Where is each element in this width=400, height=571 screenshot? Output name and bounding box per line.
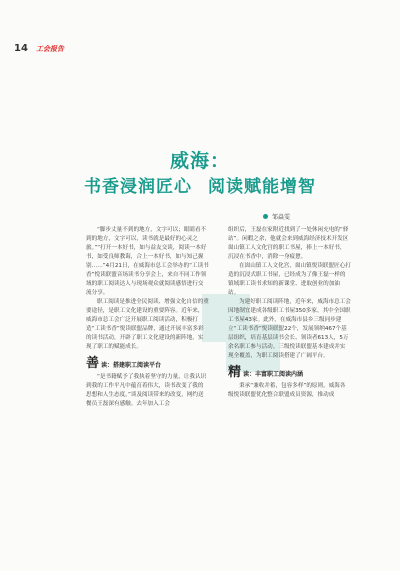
author-name: 邹焱雯	[272, 214, 291, 221]
body-paragraph: 组织后，王磊在家附近找到了一处休闲充电的“驿站”。闲暇之余，他就会来到威海经济技术开发区崮山镇工人文化宫的职工书屋，捧上一本好书，沉浸在书香中，消除一身疲惫。	[228, 227, 349, 260]
running-head: 工会报告	[36, 45, 64, 53]
body-paragraph: 为建好职工阅读阵地，近年来，威海市总工会因地制宜建成各级职工书屋350多家，其中全国职工书屋43家。此外，在威海市县乡三级同步建立“工读书香”悦读联盟22个，发展领纳467个基层组织，培育基层读书会长、领读者613人，5万余名职工参与活动。三级悦读联盟基本建成并实现全覆盖，为职工阅读搭建了广阔平台。	[228, 299, 351, 359]
article-title-line2	[0, 172, 400, 197]
section-heading-1	[86, 356, 209, 371]
body-paragraph: 职工阅读是推进全民阅读、增强文化自信的重要途径，是职工文化建设的重要阵容。近年来，威海市总工会广泛开展职工阅读活动，积极打造“工读书香”悦读联盟品牌，通过开展丰富多彩的读书活动，开辟了职工文化建设的新阵地，实现了职工的赋能成长。	[86, 299, 209, 350]
body-paragraph: 在崮山镇工人文化宫，崮山镇悦读联盟匠心打造的沉浸式职工书屋，已经成为了像王磊一样的镇域职工读书求知的新课堂、进取创业的加油站。	[228, 263, 351, 296]
body-paragraph: “脚步丈量不到的地方，文字可以；眼睛看不到的地方，文字可以，读书就是最好的心灵之旅。”“打开一本好书，如与益友交谈，阅读一本好书，如受良师教诲，合上一本好书，如与知己握别……”4月21日，在威海市总工会举办的“工读书香”悦读联盟音场读书分享会上，来自不同工作领域的职工阅读达人与现场观众就阅读感悟进行交流分享。	[86, 227, 209, 296]
section-heading-label: 读：丰富职工阅读内涵	[243, 371, 304, 378]
left-column	[86, 226, 209, 409]
page-number: 14	[14, 43, 28, 54]
title-part-b: 阅读赋能增智	[208, 177, 316, 197]
section-heading-label: 读：搭建职工阅读平台	[101, 362, 162, 369]
section-heading-char: 善	[86, 356, 100, 371]
right-column	[228, 226, 351, 400]
section-heading-char: 精	[228, 365, 242, 380]
title-part-a: 书香浸润匠心	[84, 177, 192, 197]
author-byline	[263, 212, 290, 221]
body-paragraph: 秉承“兼收并蓄，包容多样”的原则，威海各级悦读联盟优化整合联盟成员资源，推动成	[228, 383, 346, 398]
section-heading-2	[228, 365, 351, 380]
body-paragraph: “是书籍赋予了我执着坚守的力量，让我认识到我的工作平凡中蕴育着伟大，读书改变了我的思想和人生态度。”谈及阅读带来的改变，网约送餐员王磊深有感触。去年加入工会	[86, 374, 207, 407]
author-bullet-icon	[263, 214, 268, 219]
article-title-line1: 威海：	[169, 150, 230, 172]
